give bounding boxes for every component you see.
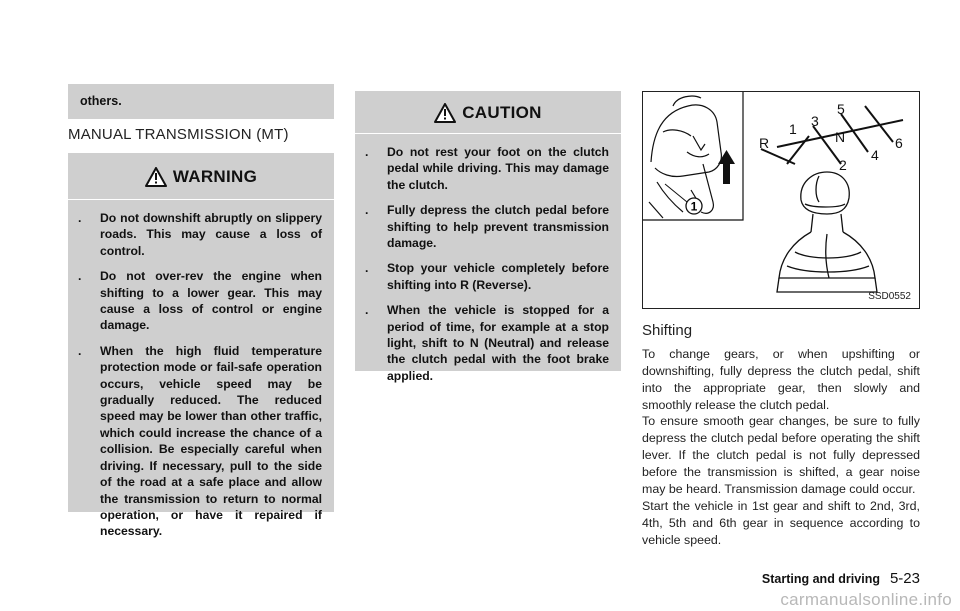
clutch-pedal-foot-illustration (649, 96, 721, 218)
gear-label-n: N (835, 129, 846, 145)
footer-section-name: Starting and driving (761, 572, 880, 586)
gear-label-r: R (759, 135, 770, 151)
warning-box (68, 153, 334, 539)
push-arrow-icon (718, 150, 735, 184)
warning-header (68, 159, 334, 195)
bullet-mark: . (78, 343, 82, 358)
caution-header (355, 95, 621, 131)
shift-knob-illustration (777, 172, 877, 292)
caution-triangle-icon (434, 103, 456, 123)
bullet-mark: . (365, 261, 369, 276)
warning-label: WARNING (172, 167, 258, 186)
warning-triangle-icon (145, 167, 167, 187)
shift-pattern (761, 106, 903, 164)
gear-label-2: 2 (839, 157, 847, 173)
continuation-note-box (68, 84, 334, 119)
caution-item-text: Fully depress the clutch pedal before shifting to help prevent transmission damage. (387, 203, 609, 251)
warning-item (78, 343, 322, 540)
page-number: 5-23 (889, 570, 920, 587)
gear-label-3: 3 (811, 113, 819, 129)
caution-label: CAUTION (462, 103, 542, 122)
bullet-mark: . (365, 145, 369, 159)
caution-box (355, 91, 621, 383)
shifting-paragraph: To ensure smooth gear changes, be sure to fully depress the clutch pedal before operating the shift lever. If the clutch pedal is not fully depressed before the transmission is shifted, a gear noise may be heard. Transmission damage could occur. (642, 414, 920, 496)
warning-item-text: Do not downshift abruptly on slippery roads. This may cause a loss of control. (100, 211, 322, 258)
page-footer (762, 570, 920, 587)
caution-list (355, 134, 621, 384)
continuation-note-text: others. (80, 94, 122, 108)
gear-label-4: 4 (871, 147, 879, 163)
caution-item-text: When the vehicle is stopped for a period of time, for example at a stop light, shift to N (Neutral) and release the clutch pedal with the foot brake applied. (387, 303, 609, 383)
warning-item-text: Do not over-rev the engine when shifting to a lower gear. This may cause a loss of control or engine damage. (100, 269, 322, 333)
shifting-paragraph: To change gears, or when upshifting or downshifting, fully depress the clutch pedal, shift into the appropriate gear, then slowly and smoothly release the clutch pedal. (642, 347, 920, 412)
caution-item-text: Do not rest your foot on the clutch pedal while driving. This may damage the clutch. (387, 145, 609, 192)
caution-item (365, 202, 609, 251)
bullet-mark: . (365, 303, 369, 318)
warning-item-text: When the high fluid temperature protection mode or fail-safe operation occurs, vehicle speed may be gradually reduced. The reduced speed may be lower than other traffic, which could increase the chance of a collision. Be especially careful when driving. If necessary, pull to the side of the road at a safe place and allow the transmission to return to normal operation, or have it repaired if necessary. (100, 343, 322, 539)
caution-item (365, 144, 609, 193)
bullet-mark: . (365, 203, 369, 218)
callout-number: 1 (690, 199, 698, 214)
caution-item (365, 260, 609, 293)
warning-item (78, 210, 322, 259)
bullet-mark: . (78, 211, 82, 225)
gear-label-6: 6 (895, 135, 903, 151)
gear-shift-diagram (642, 91, 920, 309)
watermark-logo: carmanualsonline.info (780, 590, 952, 609)
subsection-title: Shifting (642, 322, 693, 339)
section-title: MANUAL TRANSMISSION (MT) (68, 126, 289, 143)
bullet-mark: . (78, 269, 82, 284)
caution-item (365, 302, 609, 384)
shifting-paragraph: Start the vehicle in 1st gear and shift to 2nd, 3rd, 4th, 5th and 6th gear in sequence according to vehicle speed. (642, 499, 920, 547)
warning-list (68, 200, 334, 540)
gear-label-1: 1 (789, 121, 797, 137)
gear-shift-illustration (643, 92, 921, 310)
warning-item (78, 268, 322, 334)
gear-label-5: 5 (837, 101, 845, 117)
caution-item-text: Stop your vehicle completely before shifting into R (Reverse). (387, 261, 609, 292)
diagram-code: SSD0552 (868, 291, 911, 302)
